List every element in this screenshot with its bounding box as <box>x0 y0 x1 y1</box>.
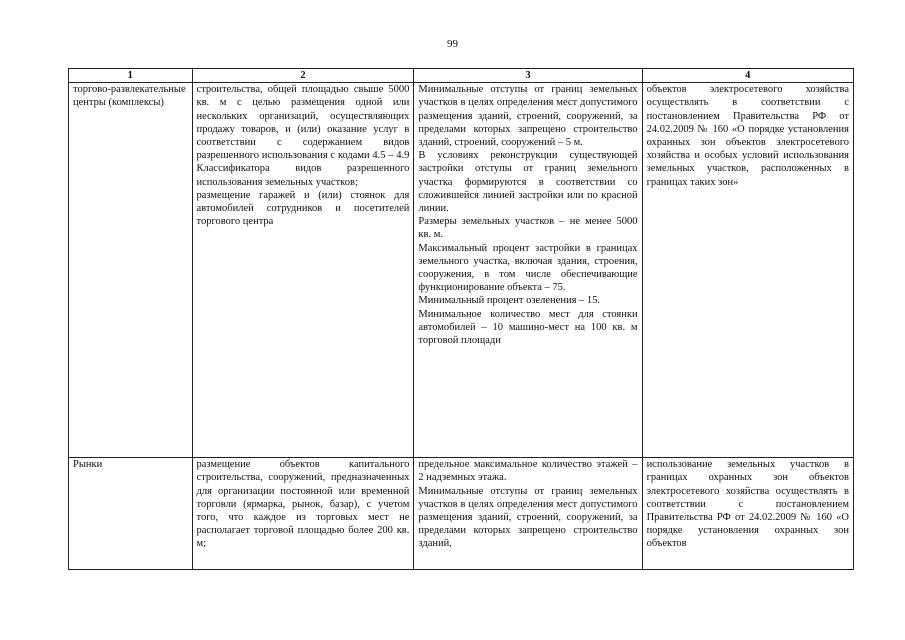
parameter-paragraph: В условиях реконструкции существующей застройки отступы от границ земельного участка формируются в соответствии со сложившейся линией застройки или по красной линии. <box>418 150 638 215</box>
use-type-name: торгово-развлекательные центры (комплексы) <box>73 84 186 109</box>
restriction-paragraph: использование земельных участков в границах охранных зон объектов электросетевого хозяйства осуществлять в соответствии с постановлением Правительства РФ от 24.02.2009 № 160 «О порядке установления охранных зон объектов <box>646 459 849 550</box>
restrictions-cell <box>642 458 853 570</box>
restriction-paragraph: объектов электросетевого хозяйства осуществлять в соответствии с постановлением Правительства РФ от 24.02.2009 № 160 «О порядке установления охранных зон объектов электросетевого хозяйства и особых условий использования земельных участков, расположенных в границах таких зон» <box>646 84 849 188</box>
parameter-paragraph: Максимальный процент застройки в границах земельного участка, включая здания, строения, сооружения, в том числе обеспечивающие функционирование объекта – 75. <box>418 242 638 294</box>
column-header-2: 2 <box>192 69 414 83</box>
parameter-paragraph: Минимальные отступы от границ земельных участков в целях определения мест допустимого размещения зданий, строений, сооружений, за пределами которых запрещено строительство зданий, <box>418 485 638 550</box>
use-type-cell <box>69 458 193 570</box>
table-row <box>69 83 854 458</box>
use-description-cell <box>192 458 414 570</box>
parameters-cell <box>414 458 642 570</box>
parameter-paragraph: Размеры земельных участков – не менее 5000 кв. м. <box>418 216 638 241</box>
column-header-4: 4 <box>642 69 853 83</box>
description-paragraph: размещение гаражей и (или) стоянок для автомобилей сотрудников и посетителей торгового центра <box>196 189 410 228</box>
description-paragraph: строительства, общей площадью свыше 5000 кв. м с целью размещения одной или нескольких организаций, осуществляющих продажу товаров, и (или) оказание услуг в соответствии с содержанием видов разрешенного использования с кодами 4.5 – 4.9 Классификатора видов разрешенного использования земельных участков; <box>196 84 410 188</box>
use-description-cell <box>192 83 414 458</box>
parameter-paragraph: Минимальные отступы от границ земельных участков в целях определения мест допустимого размещения зданий, строений, сооружений, за пределами которых запрещено строительство зданий, строений, сооружений – 5 м. <box>418 84 638 149</box>
restrictions-cell <box>642 83 853 458</box>
table-row <box>69 458 854 570</box>
use-type-cell <box>69 83 193 458</box>
column-header-1: 1 <box>69 69 193 83</box>
parameters-cell <box>414 83 642 458</box>
column-header-3: 3 <box>414 69 642 83</box>
description-paragraph: размещение объектов капитального строительства, сооружений, предназначенных для организации постоянной или временной торговли (ярмарка, рынок, базар), с учетом того, что каждое из торговых мест не располагает торговой площадью более 200 кв. м; <box>196 459 410 550</box>
regulations-table <box>68 68 854 570</box>
use-type-name: Рынки <box>73 459 103 471</box>
page-number: 99 <box>447 38 458 50</box>
table-header-row <box>69 69 854 83</box>
parameter-paragraph: Минимальное количество мест для стоянки автомобилей – 10 машино-мест на 100 кв. м торговой площади <box>418 308 638 347</box>
parameter-paragraph: Минимальный процент озеленения – 15. <box>418 295 601 307</box>
parameter-paragraph: предельное максимальное количество этажей – 2 надземных этажа. <box>418 459 638 484</box>
